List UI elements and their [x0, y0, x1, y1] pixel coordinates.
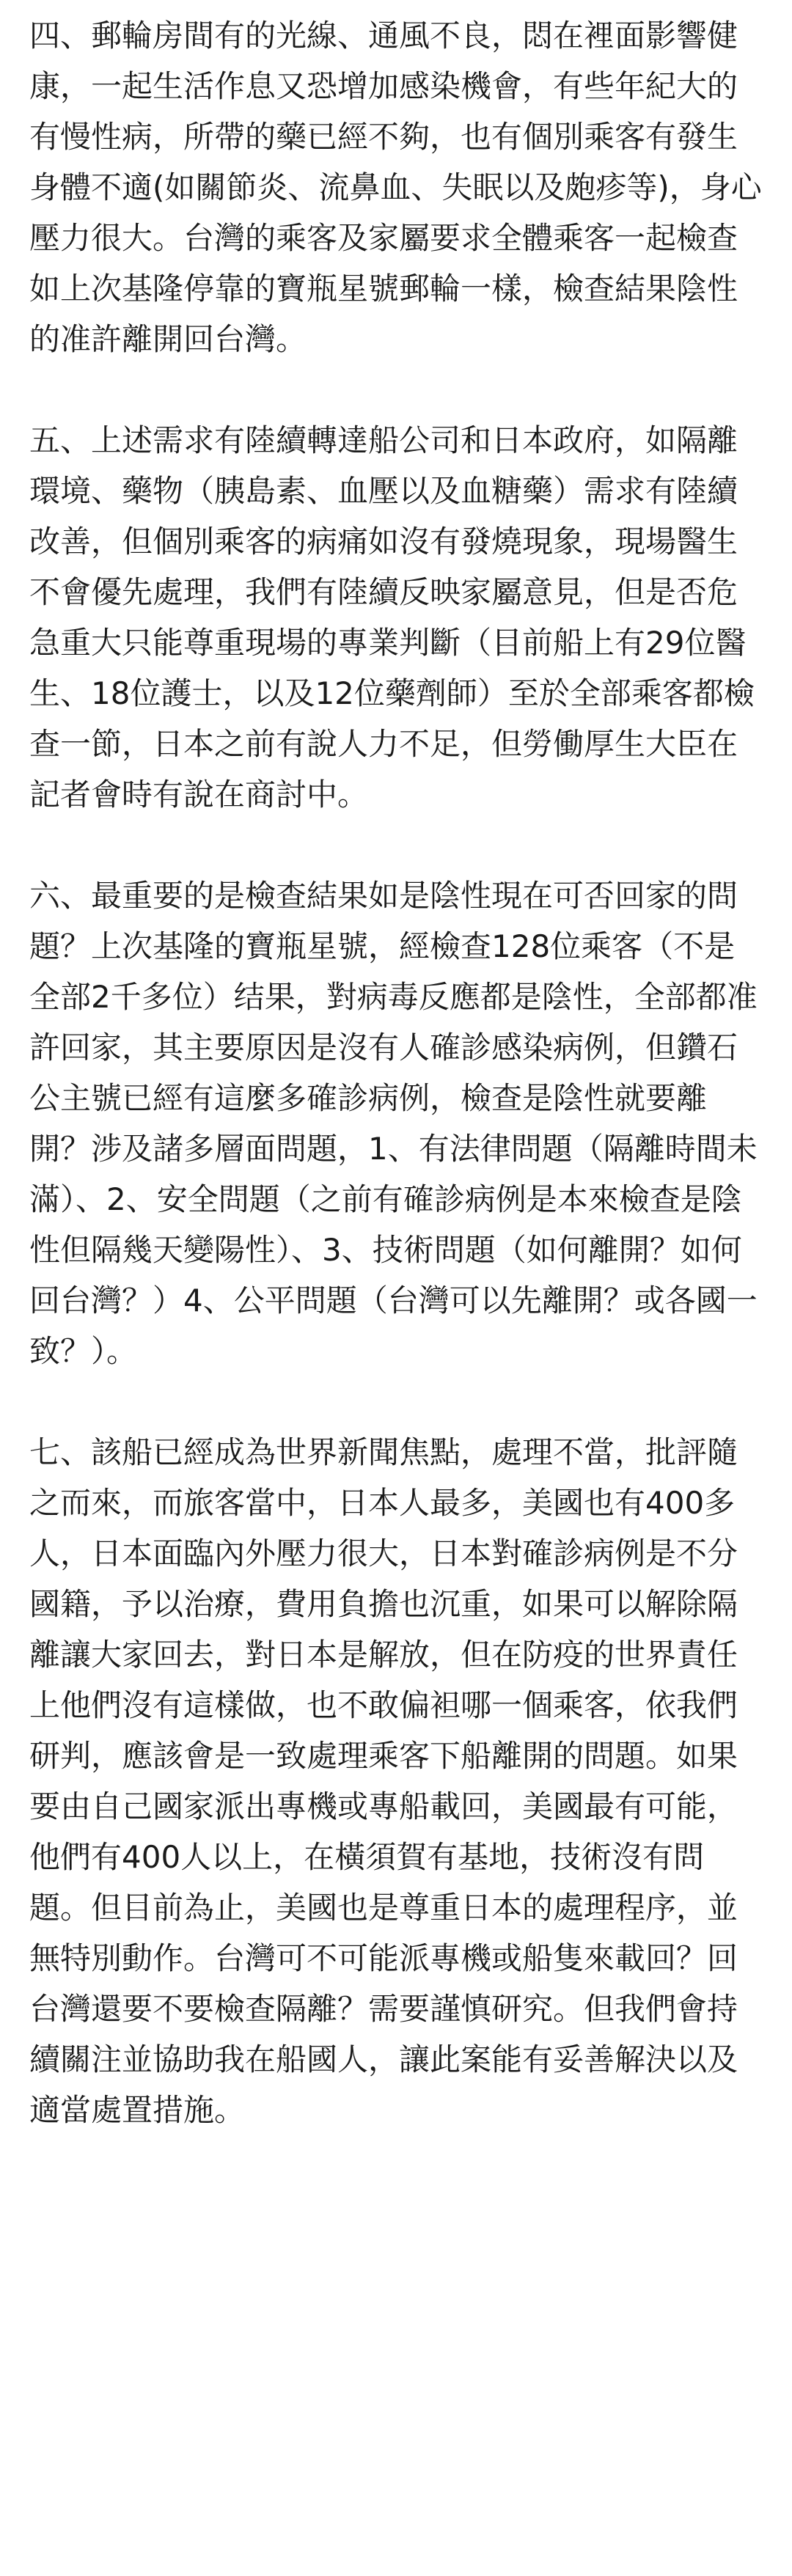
paragraph-spacer	[29, 820, 763, 870]
paragraph-six: 六、最重要的是檢查結果如是陰性現在可否回家的問題？上次基隆的寶瓶星號，經檢查128位乘客（不是全部2千多位）结果，對病毒反應都是陰性，全部都准許回家，其主要原因是沒有人確診感染病例，但鑽石公主號已經有這麼多確診病例，檢查是陰性就要離開？涉及諸多層面問題，1、有法律問題（隔離時間未滿）、2、安全問題（之前有確診病例是本來檢查是陰性但隔幾天變陽性）、3、技術問題（如何離開？如何回台灣？）4、公平問題（台灣可以先離開？或各國一致？）。	[29, 878, 758, 1369]
paragraph-spacer	[29, 1376, 763, 1427]
paragraph-five: 五、上述需求有陸續轉達船公司和日本政府，如隔離環境、藥物（胰島素、血壓以及血糖藥）需求有陸續改善，但個別乘客的病痛如沒有發燒現象，現場醫生不會優先處理，我們有陸續反映家屬意見，但是否危急重大只能尊重現場的專業判斷（目前船上有29位醫生、18位護士，以及12位藥劑師）至於全部乘客都檢查一節，日本之前有說人力不足，但勞働厚生大臣在記者會時有說在商討中。	[29, 422, 755, 812]
paragraph-seven: 七、該船已經成為世界新聞焦點，處理不當，批評隨之而來，而旅客當中，日本人最多，美國也有400多人，日本面臨內外壓力很大，日本對確診病例是不分國籍，予以治療，費用負擔也沉重，如果可以解除隔離讓大家回去，對日本是解放，但在防疫的世界責任上他們沒有這樣做，也不敢偏袒哪一個乘客，依我們研判，應該會是一致處理乘客下船離開的問題。如果要由自己國家派出專機或專船載回，美國最有可能，他們有400人以上，在橫須賀有基地，技術沒有問題。但目前為止，美國也是尊重日本的處理程序，並無特別動作。台灣可不可能派專機或船隻來載回？回台灣還要不要檢查隔離？需要謹慎研究。但我們會持續關注並協助我在船國人，讓此案能有妥善解決以及適當處置措施。	[29, 1434, 738, 2128]
paragraph-four: 四、郵輪房間有的光線、通風不良，悶在裡面影響健康，一起生活作息又恐增加感染機會，有些年紀大的有慢性病，所帶的藥已經不夠，也有個別乘客有發生身體不適(如關節炎、流鼻血、失眠以及皰疹等)，身心壓力很大。台灣的乘客及家屬要求全體乘客一起檢查如上次基隆停靠的寶瓶星號郵輪一樣，檢查結果陰性的准許離開回台灣。	[29, 18, 762, 357]
paragraph-spacer	[29, 364, 763, 415]
